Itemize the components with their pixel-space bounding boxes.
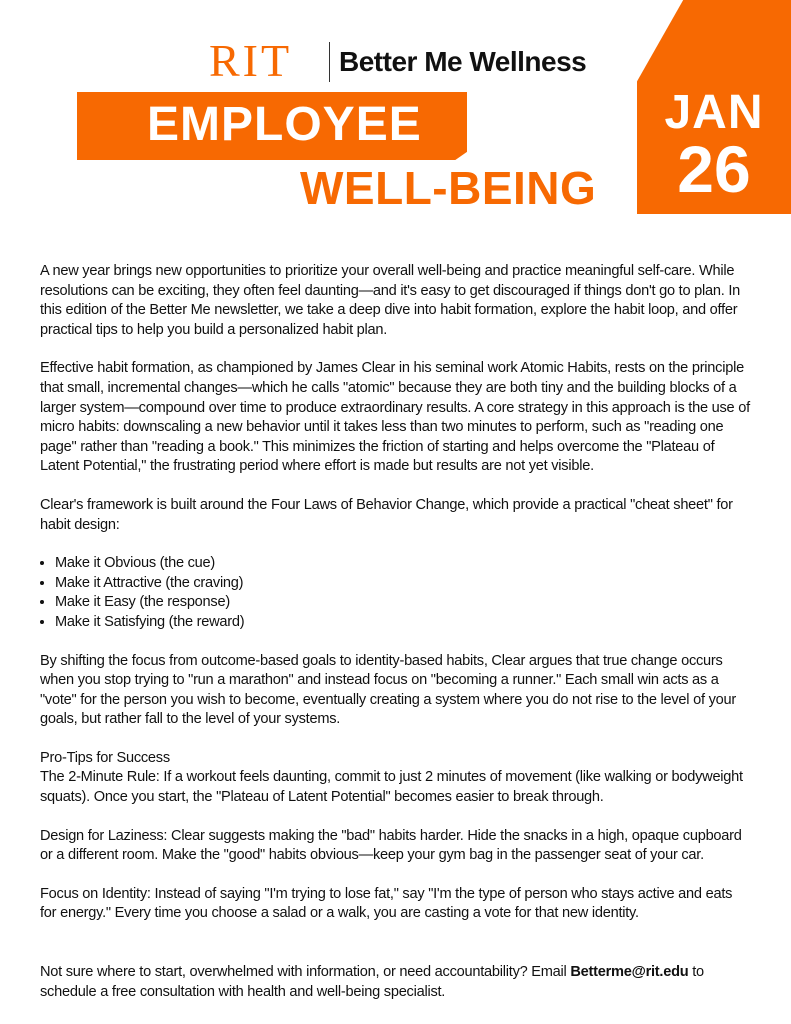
cta-paragraph bbox=[40, 963, 752, 1002]
habits-paragraph: Effective habit formation, as championed by James Clear in his seminal work Atomic Habits, rests on the principle that small, incremental changes—which he calls "atomic" because they are both tiny and the building blocks of a larger system—compound over time to produce extraordinary results. A core strategy in this approach is the use of micro habits: downscaling a new behavior until it takes less than two minutes to perform, such as "reading one page" rather than "reading a book." This minimizes the friction of starting and helps overcome the "Plateau of Latent Potential," the frustrating period where effort is made but results are not yet visible. bbox=[40, 360, 750, 475]
article-body bbox=[40, 262, 752, 1021]
cta-email-link[interactable]: Betterme@rit.edu bbox=[570, 964, 689, 981]
date-month: JAN bbox=[664, 86, 764, 139]
tip-laziness: Design for Laziness: Clear suggests making the "bad" habits harder. Hide the snacks in a high, opaque cupboard or a different room. Make the "good" habits obvious—keep your gym bag in the passenger seat of your car. bbox=[40, 827, 742, 864]
list-item: • Make it Satisfying (the reward) bbox=[55, 613, 752, 633]
list-item: • Make it Easy (the response) bbox=[55, 593, 752, 613]
title-line-employee: EMPLOYEE bbox=[147, 98, 422, 151]
tip-identity: Focus on Identity: Instead of saying "I'm trying to lose fat," say "I'm the type of person who stays active and eats for energy." Every time you choose a salad or a walk, you are casting a vote for that new identity. bbox=[40, 885, 733, 922]
logo-divider bbox=[329, 42, 330, 82]
date-day: 26 bbox=[677, 132, 751, 206]
cta-text-before: Not sure where to start, overwhelmed with information, or need accountability? Email bbox=[40, 964, 571, 981]
tips-heading: Pro-Tips for Success bbox=[40, 749, 170, 766]
masthead bbox=[0, 0, 791, 230]
laws-list bbox=[40, 554, 752, 632]
program-name: Better Me Wellness bbox=[339, 46, 587, 77]
list-item: • Make it Obvious (the cue) bbox=[55, 554, 752, 574]
intro-paragraph: A new year brings new opportunities to prioritize your overall well-being and practice meaningful self-care. While resolutions can be exciting, they often feel daunting—and it's easy to get discouraged if things don't go to plan. In this edition of the Better Me newsletter, we take a deep dive into habit formation, explore the habit loop, and offer practical tips to help you build a personalized habit plan. bbox=[40, 263, 740, 338]
tip-two-minute: The 2-Minute Rule: If a workout feels daunting, commit to just 2 minutes of movement (like walking or bodyweight squats). Once you start, the "Plateau of Latent Potential" becomes easier to break through. bbox=[40, 769, 743, 806]
cta-text-after: to schedule a free consultation with health and well-being specialist. bbox=[40, 964, 704, 1000]
identity-paragraph: By shifting the focus from outcome-based goals to identity-based habits, Clear argues that true change occurs when you stop trying to "run a marathon" and instead focus on "becoming a runner." Each small win acts as a "vote" for the person you wish to become, eventually creating a system where you do not rise to the level of your goals, but rather fall to the level of your systems. bbox=[40, 652, 736, 728]
rit-logo: RIT bbox=[209, 35, 293, 86]
framework-paragraph: Clear's framework is built around the Four Laws of Behavior Change, which provide a practical "cheat sheet" for habit design: bbox=[40, 496, 733, 533]
title-line-wellbeing: WELL-BEING bbox=[300, 162, 597, 214]
list-item: • Make it Attractive (the craving) bbox=[55, 574, 752, 594]
